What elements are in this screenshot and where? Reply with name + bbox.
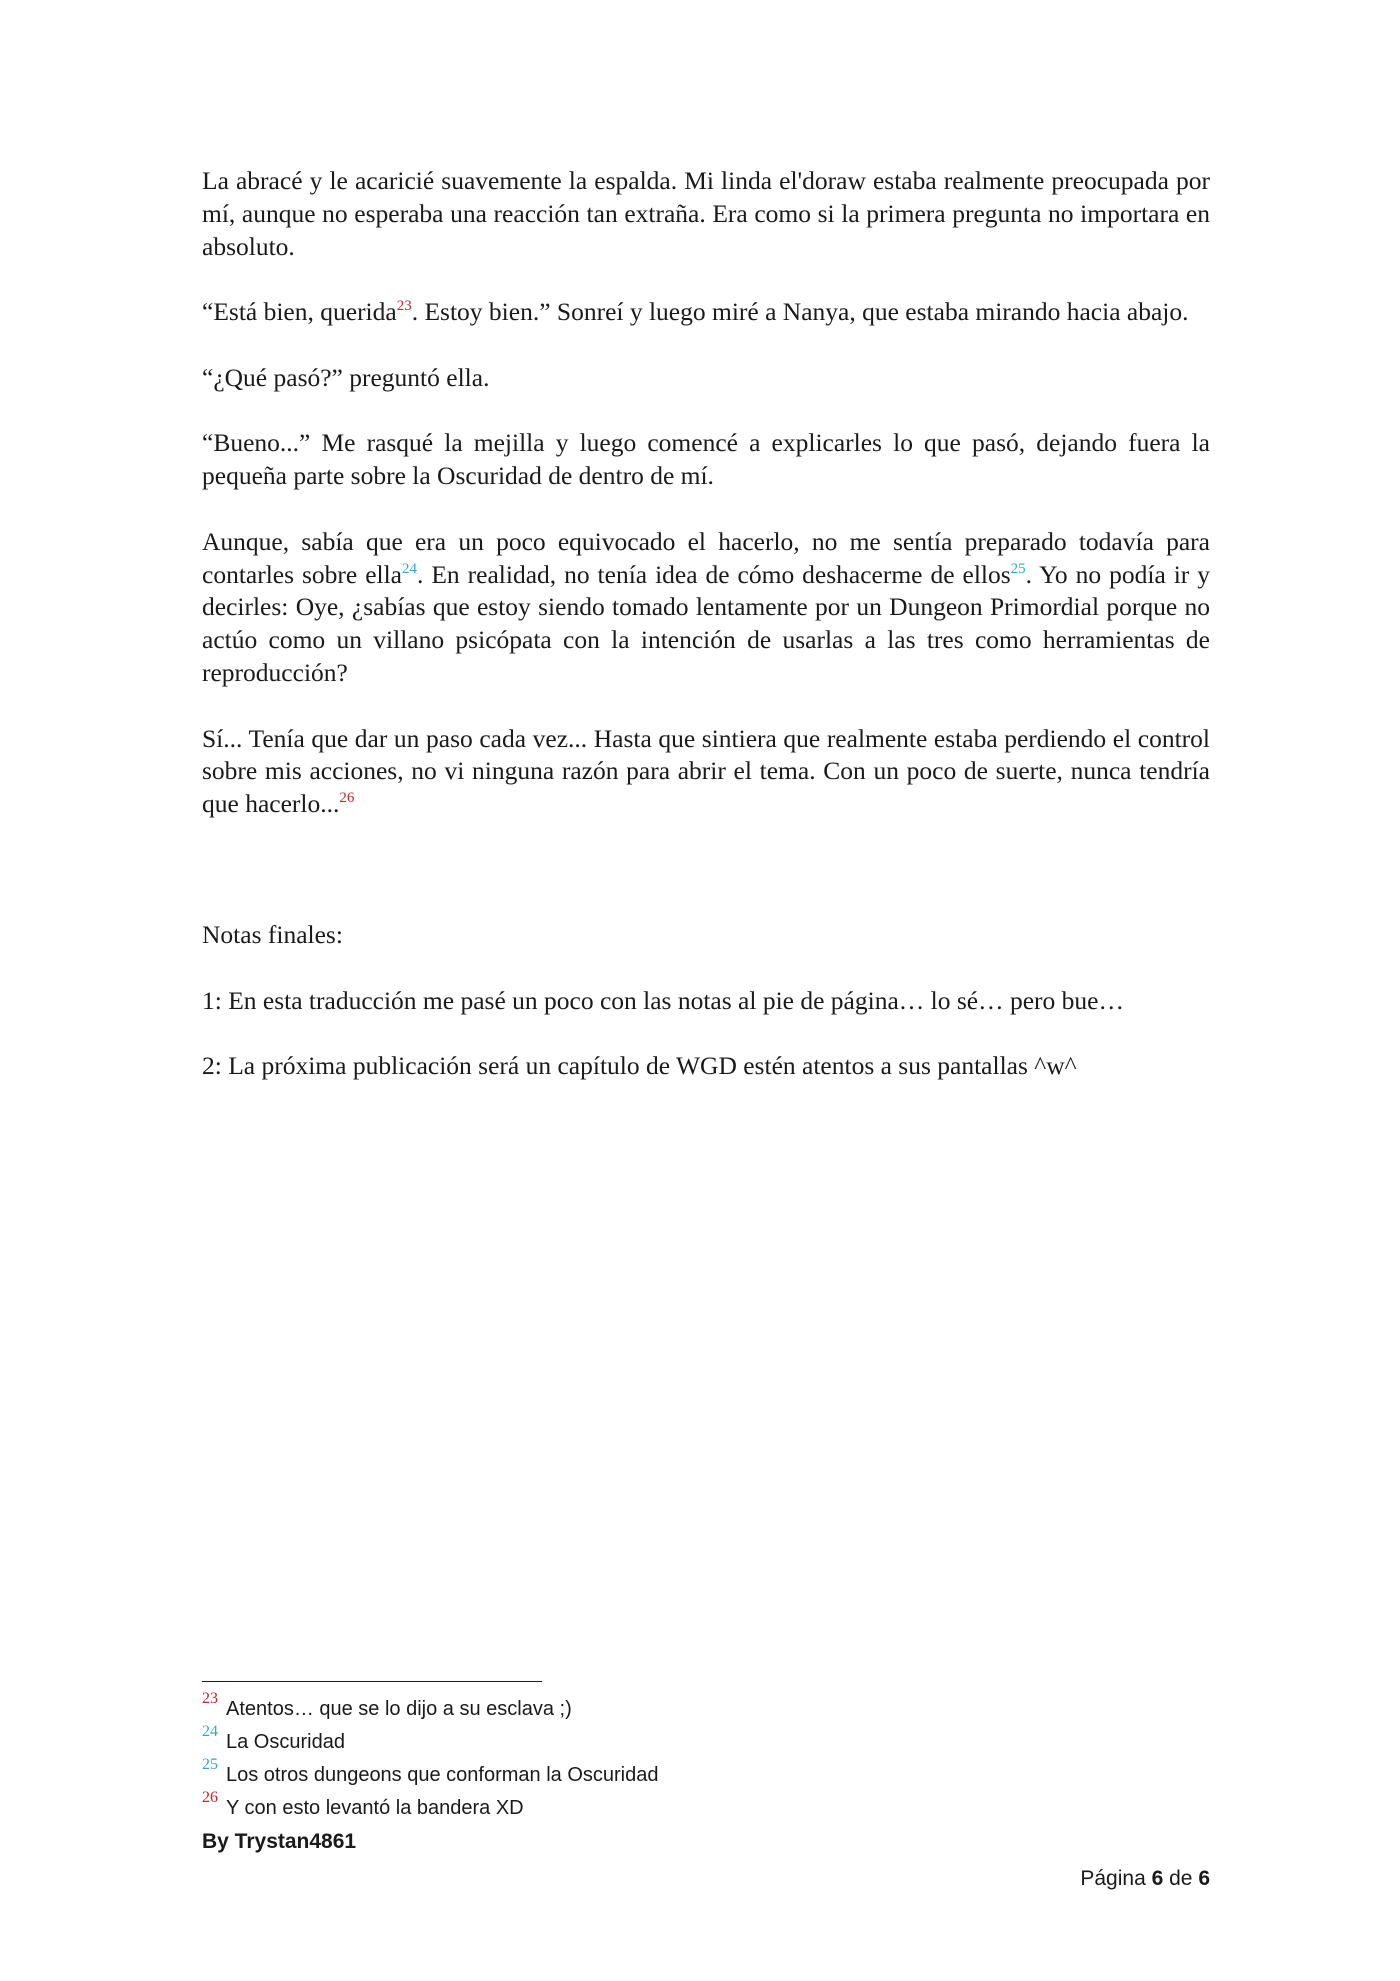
final-note-2: 2: La próxima publicación será un capítulo de WGD estén atentos a sus pantallas ^w^ xyxy=(202,1051,1077,1081)
footnote-ref-26[interactable]: 26 xyxy=(339,790,355,807)
body-text xyxy=(202,165,1210,1116)
footnote-ref-24[interactable]: 24 xyxy=(402,560,418,577)
paragraph-5-text-a: Aunque, sabía que era un poco equivocado el hacerlo, no me sentía preparado todavía para contarles sobre ella xyxy=(202,526,1210,589)
page-number-middle: de xyxy=(1163,1867,1199,1890)
page-number-current: 6 xyxy=(1151,1867,1164,1890)
footnote-number: 23 xyxy=(202,1690,218,1707)
footnote-number: 24 xyxy=(202,1723,218,1740)
footnote-24 xyxy=(202,1723,1002,1756)
paragraph-5-text-c: . Yo no podía ir y decirles: Oye, ¿sabías que estoy siendo tomado lentamente por un Dungeon Primordial porque no actúo como un villano psicópata con la intención de usarlas a las tres como herramientas de reproducción? xyxy=(202,559,1211,687)
paragraph-2-text-a: “Está bien, querida xyxy=(202,297,397,327)
footnote-number: 25 xyxy=(202,1756,218,1773)
page-number-prefix: Página xyxy=(1080,1867,1152,1890)
footnote-ref-23[interactable]: 23 xyxy=(396,298,412,315)
paragraph-6 xyxy=(202,723,1210,821)
paragraph-4 xyxy=(202,427,1210,493)
footnote-number: 26 xyxy=(202,1789,218,1806)
footnote-text: Los otros dungeons que conforman la Oscuridad xyxy=(226,1764,659,1786)
paragraph-5-text-b: . En realidad, no tenía idea de cómo deshacerme de ellos xyxy=(417,559,1011,589)
footnote-text: Y con esto levantó la bandera XD xyxy=(226,1797,524,1819)
paragraph-3 xyxy=(202,362,1210,395)
paragraph-3-text: “¿Qué pasó?” preguntó ella. xyxy=(202,362,490,392)
notes-heading: Notas finales: xyxy=(202,919,343,949)
footnote-ref-25[interactable]: 25 xyxy=(1010,560,1026,577)
footnote-text: Atentos… que se lo dijo a su esclava ;) xyxy=(226,1698,572,1720)
paragraph-4-text: “Bueno...” Me rasqué la mejilla y luego comencé a explicarles lo que pasó, dejando fuera la pequeña parte sobre la Oscuridad de dentro de mí. xyxy=(202,428,1210,491)
final-note-1: 1: En esta traducción me pasé un poco con las notas al pie de página… lo sé… pero bue… xyxy=(202,985,1124,1015)
page-number-total: 6 xyxy=(1198,1867,1210,1890)
footnotes xyxy=(202,1690,1002,1822)
paragraph-2 xyxy=(202,296,1210,329)
footnote-separator xyxy=(202,1681,542,1682)
footnote-26 xyxy=(202,1789,1002,1822)
footnote-25 xyxy=(202,1756,1002,1789)
paragraph-1 xyxy=(202,165,1210,263)
paragraph-6-text: Sí... Tenía que dar un paso cada vez... Hasta que sintiera que realmente estaba perdiendo el control sobre mis acciones, no vi ninguna razón para abrir el tema. Con un poco de suerte, nunca tendría que hacerlo... xyxy=(202,723,1210,819)
footnote-23 xyxy=(202,1690,1002,1723)
paragraph-5 xyxy=(202,526,1210,690)
page-number xyxy=(1080,1867,1210,1891)
author-byline: By Trystan4861 xyxy=(202,1830,357,1853)
paragraph-1-text: La abracé y le acaricié suavemente la espalda. Mi linda el'doraw estaba realmente preocupada por mí, aunque no esperaba una reacción tan extraña. Era como si la primera pregunta no importara en absoluto. xyxy=(202,166,1210,261)
paragraph-2-text-b: . Estoy bien.” Sonreí y luego miré a Nanya, que estaba mirando hacia abajo. xyxy=(411,297,1189,327)
footnote-text: La Oscuridad xyxy=(226,1731,345,1753)
